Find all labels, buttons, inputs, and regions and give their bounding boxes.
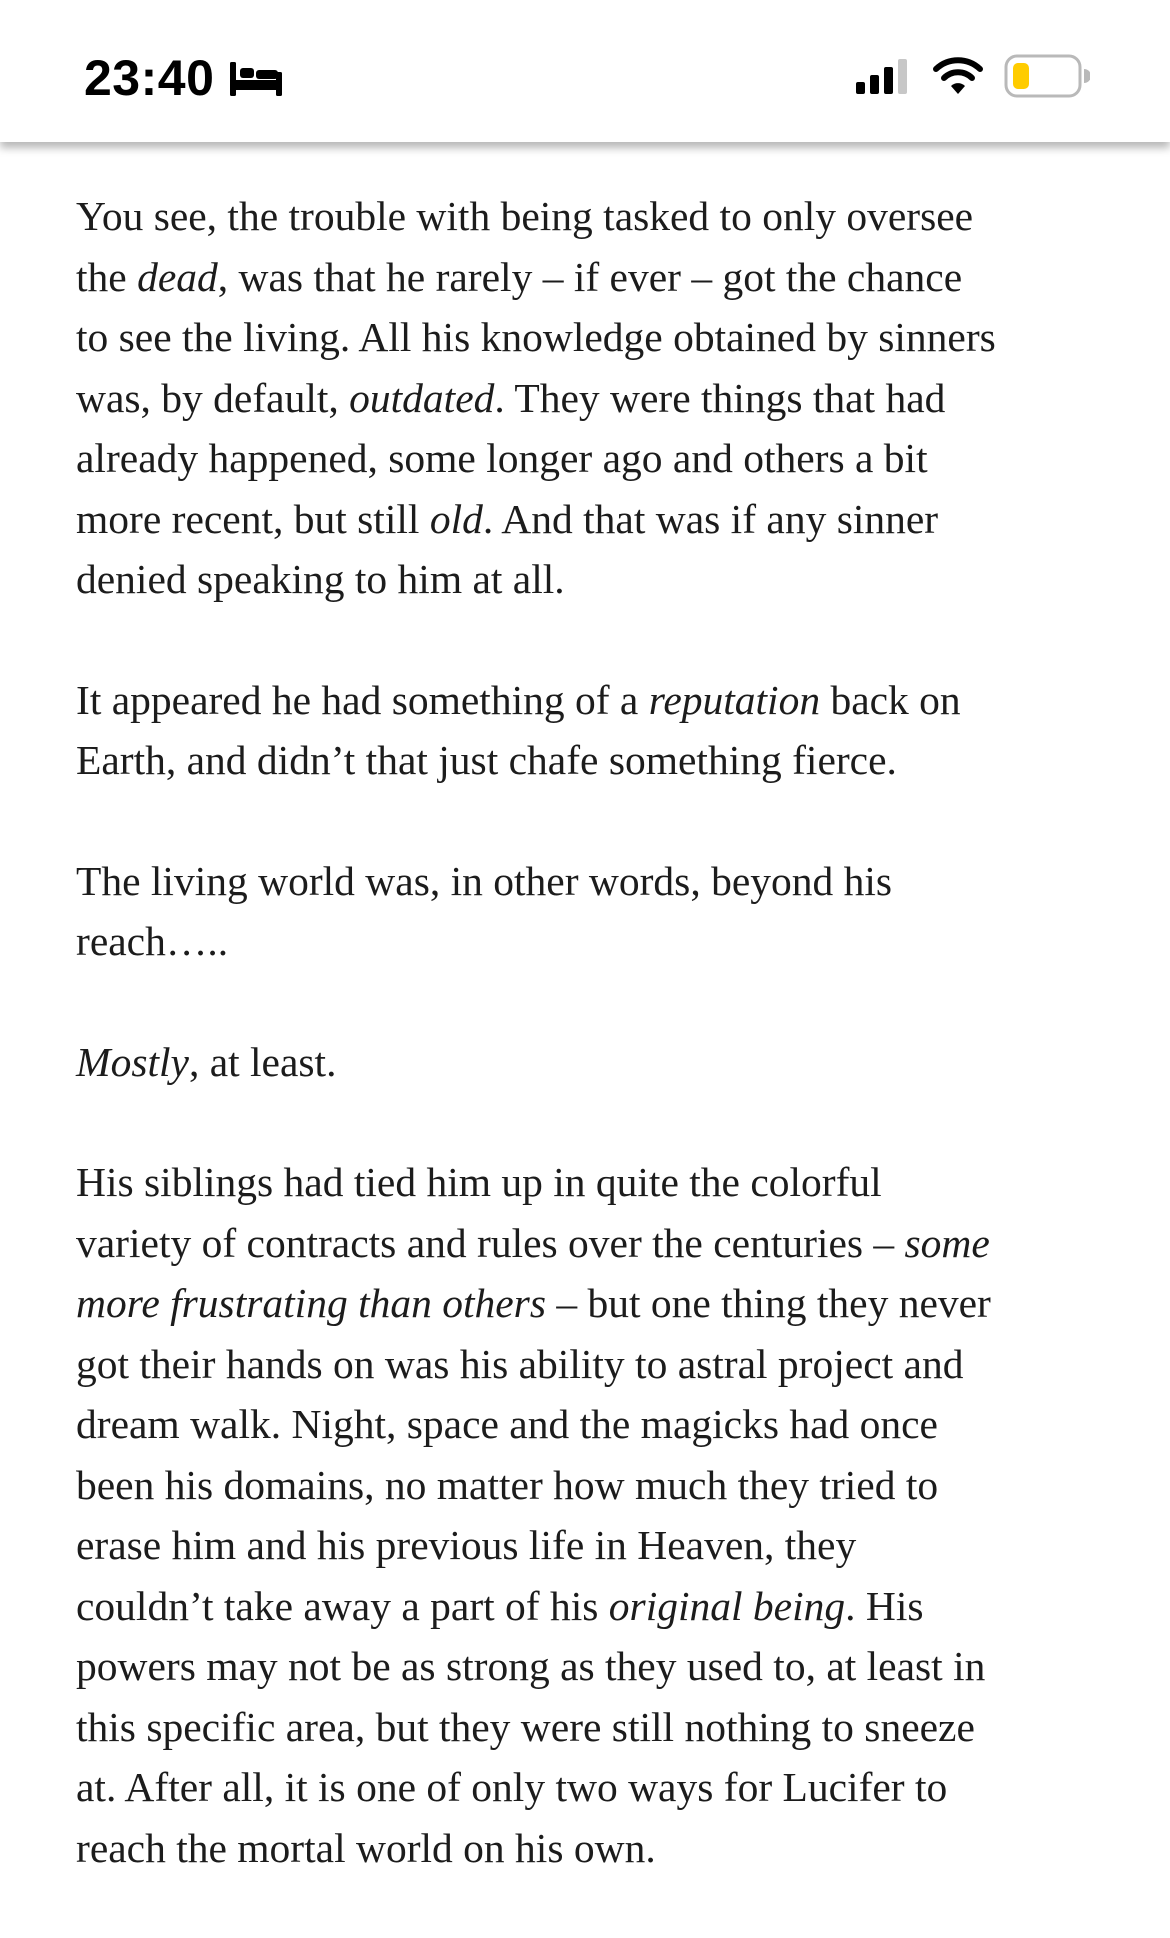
text-line: to see the living. All his knowledge obtained by sinners — [76, 314, 996, 360]
emphasis: reputation — [648, 676, 821, 723]
text-line: Earth, and didn’t that just chafe something fierce. — [76, 737, 897, 783]
emphasis: Mostly — [76, 1038, 189, 1085]
time-group — [84, 46, 284, 110]
emphasis: dead — [137, 253, 218, 300]
cellular-signal-icon — [854, 56, 910, 96]
emphasis: outdated — [349, 374, 495, 421]
emphasis: old — [429, 495, 483, 542]
bed-icon — [228, 58, 284, 98]
wifi-icon — [932, 56, 984, 96]
text-line: Mostly, at least. — [76, 1038, 337, 1085]
text-line: at. After all, it is one of only two ways for Lucifer to — [76, 1764, 948, 1810]
story-text — [76, 186, 1096, 1938]
text-line: denied speaking to him at all. — [76, 556, 565, 602]
status-bar — [0, 0, 1170, 142]
paragraph-2 — [76, 670, 1096, 791]
text-line: erase him and his previous life in Heaven, they — [76, 1522, 857, 1568]
text-line: You see, the trouble with being tasked to only oversee — [76, 193, 974, 239]
paragraph-4 — [76, 1032, 1096, 1093]
emphasis: more frustrating than others — [76, 1280, 546, 1326]
text-line: couldn’t take away a part of his original being. His — [76, 1582, 924, 1629]
status-indicators — [854, 54, 1090, 98]
text-line: His siblings had tied him up in quite the colorful — [76, 1159, 882, 1205]
paragraph-3 — [76, 851, 1096, 972]
text-line: more frustrating than others – but one thing they never — [76, 1280, 991, 1326]
text-line: got their hands on was his ability to astral project and — [76, 1340, 964, 1387]
text-line: It appeared he had something of a reputation back on — [76, 676, 961, 723]
clock-time: 23:40 — [84, 50, 215, 106]
text-line: powers may not be as strong as they used to, at least in — [76, 1643, 986, 1689]
text-line: reach the mortal world on his own. — [76, 1824, 656, 1871]
text-line: more recent, but still old. And that was if any sinner — [76, 495, 939, 542]
text-line: dream walk. Night, space and the magicks had once — [76, 1401, 938, 1447]
text-line: this specific area, but they were still nothing to sneeze — [76, 1703, 975, 1750]
text-line: The living world was, in other words, beyond his — [76, 857, 893, 904]
emphasis: some — [904, 1219, 990, 1266]
text-line: been his domains, no matter how much they tried to — [76, 1461, 939, 1508]
emphasis: original being — [608, 1582, 846, 1629]
paragraph-1 — [76, 186, 1096, 610]
text-line: the dead, was that he rarely – if ever – got the chance — [76, 253, 963, 300]
text-line: was, by default, outdated. They were things that had — [76, 374, 946, 421]
text-line: already happened, some longer ago and others a bit — [76, 435, 928, 481]
paragraph-5 — [76, 1152, 1096, 1878]
text-line: variety of contracts and rules over the centuries – some — [76, 1219, 990, 1266]
battery-low-icon — [1004, 54, 1090, 98]
text-line: reach….. — [76, 918, 229, 964]
